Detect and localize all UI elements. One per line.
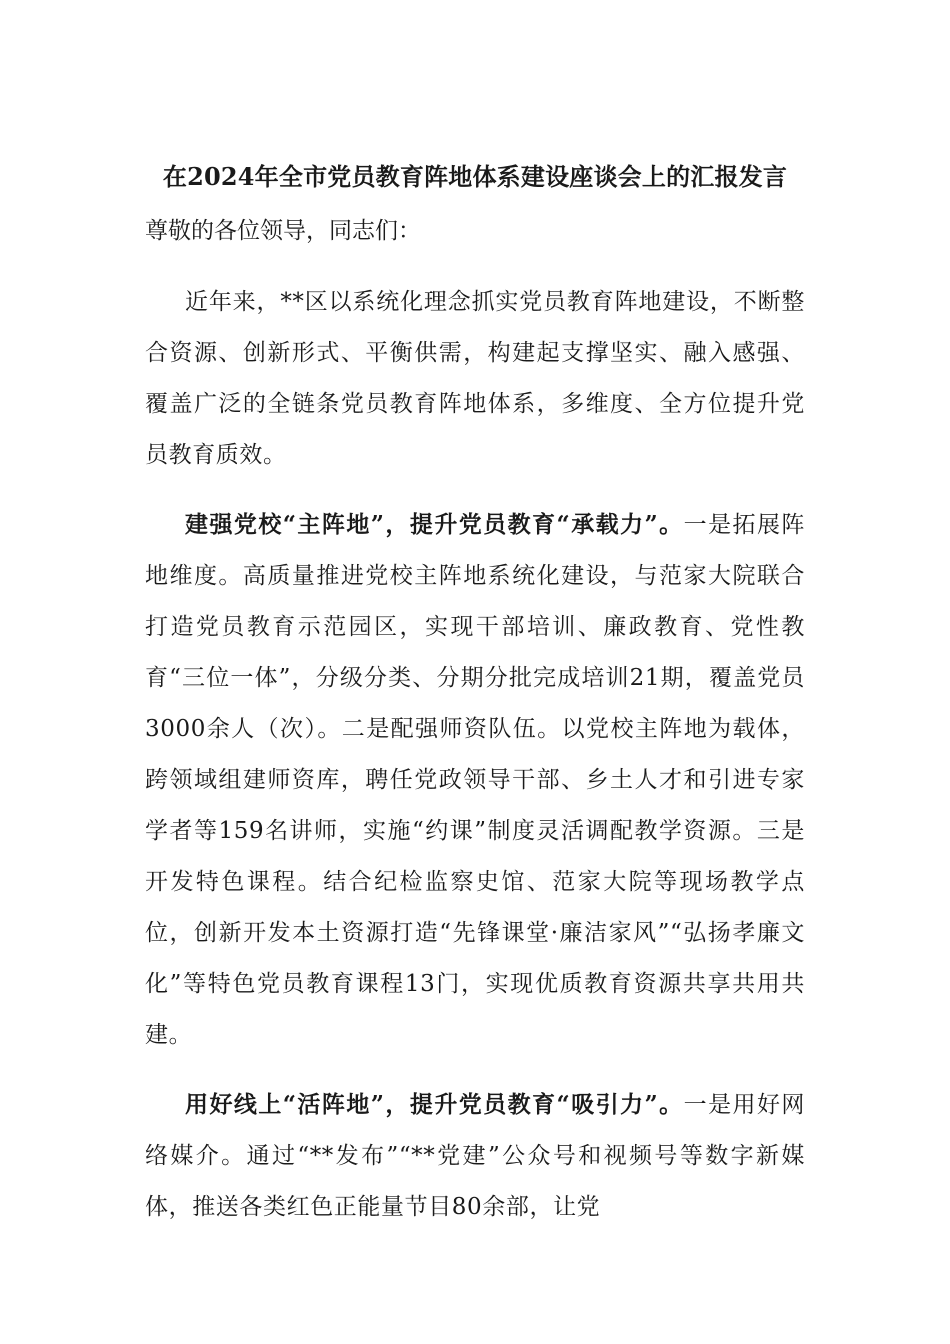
- paragraph-lead: 建强党校“主阵地”，提升党员教育“承载力”。: [185, 511, 684, 538]
- paragraph-text: 一是用好网络媒介。通过“**发布”“**党建”公众号和视频号等数字新媒体，推送各类红色正能量节目80余部，让党: [145, 1092, 806, 1220]
- document-title: 在2024年全市党员教育阵地体系建设座谈会上的汇报发言: [162, 162, 788, 191]
- paragraph-text: 近年来，**区以系统化理念抓实党员教育阵地建设，不断整合资源、创新形式、平衡供需，构建起支撑坚实、融入感强、覆盖广泛的全链条党员教育阵地体系，多维度、全方位提升党员教育质效。: [145, 289, 805, 468]
- document-page: [145, 150, 805, 1251]
- paragraph-lead: 用好线上“活阵地”，提升党员教育“吸引力”。: [185, 1091, 684, 1118]
- paragraph-intro: [145, 276, 805, 481]
- paragraph-text: 一是拓展阵地维度。高质量推进党校主阵地系统化建设，与范家大院联合打造党员教育示范园区，实现干部培训、廉政教育、党性教育“三位一体”，分级分类、分期分批完成培训21期，覆盖党员3000余人（次）。二是配强师资队伍。以党校主阵地为载体，跨领域组建师资库，聘任党政领导干部、乡土人才和引进专家学者等159名讲师，实施“约课”制度灵活调配教学资源。三是开发特色课程。结合纪检监察史馆、范家大院等现场教学点位，创新开发本土资源打造“先锋课堂·廉洁家风”“弘扬孝廉文化”等特色党员教育课程13门，实现优质教育资源共享共用共建。: [145, 512, 806, 1048]
- paragraph-online: [145, 1079, 805, 1233]
- paragraph-party-school: [145, 499, 805, 1061]
- greeting: 尊敬的各位领导，同志们：: [145, 218, 421, 244]
